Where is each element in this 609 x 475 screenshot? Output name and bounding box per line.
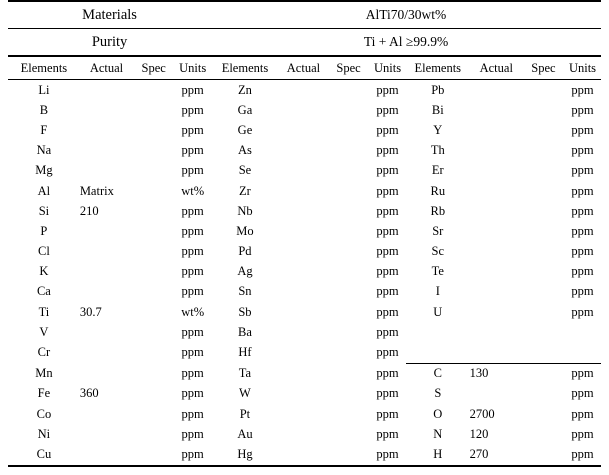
cell-actual [470, 161, 523, 181]
cell-spec [328, 322, 369, 342]
cell-actual [279, 302, 328, 322]
header-units-1: Units [179, 60, 207, 75]
cell-spec [133, 342, 174, 363]
cell-actual [279, 342, 328, 363]
cell-element [406, 342, 470, 363]
cell-spec [133, 120, 174, 140]
cell-units: ppm [376, 406, 399, 421]
cell-actual [279, 80, 328, 100]
cell-units: ppm [571, 426, 594, 441]
cell-actual [470, 282, 523, 302]
cell-spec [133, 80, 174, 100]
header-actual-2: Actual [286, 60, 321, 75]
cell-element: Hf [238, 345, 252, 360]
cell-units: ppm [181, 264, 204, 279]
cell-spec [523, 342, 564, 363]
cell-units: ppm [571, 284, 594, 299]
cell-spec [133, 444, 174, 465]
cell-element: Pd [238, 244, 252, 259]
cell-units: ppm [376, 183, 399, 198]
cell-spec [523, 161, 564, 181]
cell-actual [80, 424, 133, 444]
cell-actual [80, 404, 133, 424]
cell-element: K [39, 264, 49, 279]
cell-actual: 2700 [469, 406, 495, 421]
cell-element: H [433, 446, 443, 461]
cell-actual [279, 161, 328, 181]
cell-actual [80, 100, 133, 120]
cell-actual [470, 181, 523, 201]
cell-element: C [406, 363, 470, 384]
cell-spec [133, 262, 174, 282]
cell-spec [523, 80, 564, 100]
materials-label: Materials [82, 6, 137, 23]
cell-spec [133, 141, 174, 161]
cell-units: ppm [571, 82, 594, 97]
cell-units: ppm [181, 82, 204, 97]
cell-element: Ru [430, 183, 446, 198]
table-row [8, 120, 601, 140]
cell-element: Co [36, 406, 52, 421]
purity-label: Purity [91, 33, 128, 50]
cell-units: ppm [181, 223, 204, 238]
cell-element: Ag [237, 264, 253, 279]
cell-actual [80, 262, 133, 282]
header-elements-2: Elements [221, 60, 269, 75]
cell-units: ppm [571, 203, 594, 218]
cell-element: Ga [237, 102, 253, 117]
table-row [8, 302, 601, 322]
cell-spec [328, 141, 369, 161]
cell-element: Rb [430, 203, 446, 218]
purity-value: Ti + Al ≥99.9% [363, 34, 449, 49]
cell-element: Sb [238, 304, 252, 319]
header-actual-1: Actual [89, 60, 124, 75]
cell-element: Ge [237, 122, 253, 137]
cell-units: ppm [376, 203, 399, 218]
column-header-row [8, 57, 601, 80]
cell-spec [328, 302, 369, 322]
cell-units: ppm [571, 143, 594, 158]
table-row [8, 201, 601, 221]
table-row [8, 282, 601, 302]
table-row [8, 444, 601, 465]
cell-actual [470, 262, 523, 282]
cell-units: wt% [181, 183, 205, 198]
cell-actual: 360 [79, 386, 99, 401]
cell-actual [279, 181, 328, 201]
cell-spec [328, 342, 369, 363]
cell-actual [470, 221, 523, 241]
cell-spec [328, 282, 369, 302]
cell-units: ppm [181, 365, 204, 380]
cell-actual [279, 282, 328, 302]
cell-element: Er [431, 163, 444, 178]
cell-spec [523, 120, 564, 140]
cell-spec [523, 444, 564, 465]
cell-units: ppm [376, 244, 399, 259]
cell-units: ppm [181, 324, 204, 339]
cell-actual [80, 322, 133, 342]
cell-element: O [433, 406, 443, 421]
cell-spec [523, 201, 564, 221]
header-units-3: Units [568, 60, 597, 75]
cell-units: ppm [181, 426, 204, 441]
cell-spec [328, 80, 369, 100]
cell-element: P [40, 223, 48, 238]
cell-element: W [239, 386, 251, 401]
cell-spec [523, 221, 564, 241]
cell-spec [328, 181, 369, 201]
cell-units: ppm [376, 386, 399, 401]
cell-spec [133, 322, 174, 342]
cell-element: Li [38, 82, 50, 97]
table-row [8, 424, 601, 444]
cell-units: ppm [376, 163, 399, 178]
cell-units: ppm [376, 122, 399, 137]
cell-element: Ta [238, 365, 252, 380]
cell-actual [279, 120, 328, 140]
cell-spec [523, 100, 564, 120]
cell-actual [470, 120, 523, 140]
cell-units: ppm [564, 363, 601, 384]
cell-units: ppm [376, 143, 399, 158]
cell-element: Se [238, 163, 252, 178]
cell-actual [279, 141, 328, 161]
cell-units: ppm [376, 102, 399, 117]
cell-spec [523, 322, 564, 342]
cell-actual [80, 444, 133, 465]
cell-spec [133, 282, 174, 302]
cell-actual [80, 161, 133, 181]
cell-units: ppm [376, 324, 399, 339]
cell-units: ppm [376, 284, 399, 299]
materials-row [8, 2, 601, 29]
cell-units: ppm [376, 304, 399, 319]
purity-row [8, 29, 601, 56]
cell-spec [328, 262, 369, 282]
cell-element: Na [36, 143, 52, 158]
cell-actual: 130 [470, 363, 523, 384]
cell-element [406, 322, 470, 342]
cell-units [564, 322, 601, 342]
cell-spec [328, 384, 369, 404]
cell-actual: 210 [79, 203, 99, 218]
cell-actual [470, 242, 523, 262]
cell-spec [133, 181, 174, 201]
cell-spec [328, 120, 369, 140]
cell-element: Y [433, 122, 443, 137]
cell-actual [470, 322, 523, 342]
cell-actual [279, 384, 328, 404]
cell-element: Pb [431, 82, 445, 97]
cell-units: ppm [181, 143, 204, 158]
cell-spec [133, 161, 174, 181]
cell-spec [328, 363, 369, 384]
cell-element: Ni [37, 426, 51, 441]
materials-value: AlTi70/30wt% [365, 7, 447, 22]
cell-actual [470, 80, 523, 100]
cell-element: Fe [37, 386, 51, 401]
cell-element: Cr [37, 345, 51, 360]
cell-actual: 30.7 [79, 304, 102, 319]
cell-actual [279, 363, 328, 384]
cell-element: Ba [238, 324, 252, 339]
cell-units: ppm [376, 365, 399, 380]
analysis-table [8, 0, 601, 467]
cell-units: ppm [376, 446, 399, 461]
cell-units: ppm [181, 345, 204, 360]
cell-actual [470, 100, 523, 120]
cell-element: Pt [239, 406, 251, 421]
cell-spec [328, 161, 369, 181]
cell-units: ppm [376, 426, 399, 441]
cell-spec [523, 424, 564, 444]
cell-actual: 120 [469, 426, 489, 441]
cell-units: ppm [571, 386, 594, 401]
header-spec-2: Spec [336, 60, 361, 75]
cell-element: N [433, 426, 443, 441]
cell-spec [328, 221, 369, 241]
cell-units: ppm [181, 386, 204, 401]
cell-actual [80, 141, 133, 161]
table-row [8, 80, 601, 100]
cell-element: S [434, 386, 442, 401]
data-rows-body [8, 80, 601, 466]
cell-actual [279, 444, 328, 465]
cell-element: Nb [237, 203, 253, 218]
cell-units: ppm [181, 446, 204, 461]
cell-units: ppm [181, 203, 204, 218]
cell-actual [279, 221, 328, 241]
cell-element: Th [430, 143, 445, 158]
cell-units: ppm [181, 284, 204, 299]
cell-spec [328, 201, 369, 221]
cell-units: ppm [181, 122, 204, 137]
cell-spec [523, 181, 564, 201]
cell-element: Au [237, 426, 253, 441]
cell-units: ppm [571, 406, 594, 421]
cell-spec [523, 363, 564, 384]
header-units-2: Units [373, 60, 402, 75]
cell-units: ppm [571, 264, 594, 279]
cell-actual [470, 384, 523, 404]
cell-spec [328, 404, 369, 424]
cell-units: ppm [571, 102, 594, 117]
cell-actual [80, 282, 133, 302]
cell-element: Hg [237, 446, 253, 461]
cell-element: Sn [238, 284, 252, 299]
cell-actual [279, 201, 328, 221]
cell-element: Cl [38, 244, 50, 259]
cell-actual [80, 80, 133, 100]
table-row [8, 161, 601, 181]
cell-units: ppm [376, 223, 399, 238]
cell-element: Sc [431, 244, 445, 259]
cell-spec [523, 302, 564, 322]
cell-units: ppm [181, 406, 204, 421]
cell-element: U [433, 304, 443, 319]
header-elements-3: Elements [414, 60, 462, 75]
cell-actual: Matrix [79, 183, 114, 198]
cell-actual [470, 141, 523, 161]
cell-units: ppm [181, 102, 204, 117]
cell-actual [279, 322, 328, 342]
cell-actual [470, 302, 523, 322]
cell-units: ppm [571, 304, 594, 319]
cell-actual: 270 [469, 446, 489, 461]
cell-spec [523, 242, 564, 262]
cell-actual [470, 201, 523, 221]
table-row [8, 404, 601, 424]
cell-units: ppm [571, 223, 594, 238]
cell-element: Sr [432, 223, 444, 238]
cell-spec [133, 221, 174, 241]
cell-element: F [40, 122, 48, 137]
cell-actual [279, 404, 328, 424]
cell-spec [133, 424, 174, 444]
cell-actual [279, 262, 328, 282]
cell-units: ppm [181, 163, 204, 178]
table-row [8, 384, 601, 404]
cell-spec [523, 282, 564, 302]
cell-spec [523, 262, 564, 282]
cell-element: V [39, 324, 49, 339]
cell-element: Mo [236, 223, 254, 238]
cell-element: Cu [36, 446, 52, 461]
cell-element: Mn [35, 365, 53, 380]
cell-spec [133, 302, 174, 322]
cell-element: Zr [239, 183, 251, 198]
cell-element: Te [431, 264, 444, 279]
cell-actual [80, 221, 133, 241]
table-row [8, 322, 601, 342]
cell-element: As [238, 143, 252, 158]
cell-units: wt% [181, 304, 205, 319]
cell-units: ppm [376, 82, 399, 97]
cell-units: ppm [571, 446, 594, 461]
table-row [8, 181, 601, 201]
table-row [8, 342, 601, 363]
table-row [8, 242, 601, 262]
cell-spec [133, 201, 174, 221]
cell-spec [133, 242, 174, 262]
cell-spec [523, 404, 564, 424]
cell-units: ppm [376, 264, 399, 279]
cell-spec [523, 384, 564, 404]
cell-element: Mg [35, 163, 53, 178]
cell-units: ppm [571, 183, 594, 198]
header-spec-3: Spec [531, 60, 556, 75]
cell-element: Zn [238, 82, 252, 97]
cell-spec [133, 404, 174, 424]
cell-actual [80, 120, 133, 140]
cell-units: ppm [376, 345, 399, 360]
cell-spec [523, 141, 564, 161]
cell-element: Si [38, 203, 50, 218]
table-row [8, 262, 601, 282]
cell-spec [328, 242, 369, 262]
cell-spec [328, 100, 369, 120]
cell-element: Ti [38, 304, 50, 319]
cell-element: B [39, 102, 49, 117]
cell-actual [279, 100, 328, 120]
cell-actual [279, 424, 328, 444]
cell-element: Bi [431, 102, 444, 117]
cell-actual [80, 242, 133, 262]
cell-element: Al [37, 183, 51, 198]
table-row [8, 363, 601, 384]
table-row [8, 221, 601, 241]
cell-spec [328, 424, 369, 444]
cell-units: ppm [571, 122, 594, 137]
header-elements-1: Elements [20, 60, 68, 75]
cell-actual [80, 342, 133, 363]
cell-units: ppm [571, 244, 594, 259]
cell-spec [133, 384, 174, 404]
table-bottom-rule [8, 466, 601, 467]
cell-element: Ca [36, 284, 51, 299]
cell-element: I [435, 284, 440, 299]
cell-units: ppm [181, 244, 204, 259]
header-actual-3: Actual [479, 60, 513, 75]
table-row [8, 100, 601, 120]
cell-actual [80, 363, 133, 384]
cell-actual [279, 242, 328, 262]
cell-actual [470, 342, 523, 363]
cell-spec [133, 363, 174, 384]
cell-units: ppm [571, 163, 594, 178]
header-spec-1: Spec [141, 60, 166, 75]
cell-units [564, 342, 601, 363]
cell-spec [133, 100, 174, 120]
cell-spec [328, 444, 369, 465]
table-row [8, 141, 601, 161]
